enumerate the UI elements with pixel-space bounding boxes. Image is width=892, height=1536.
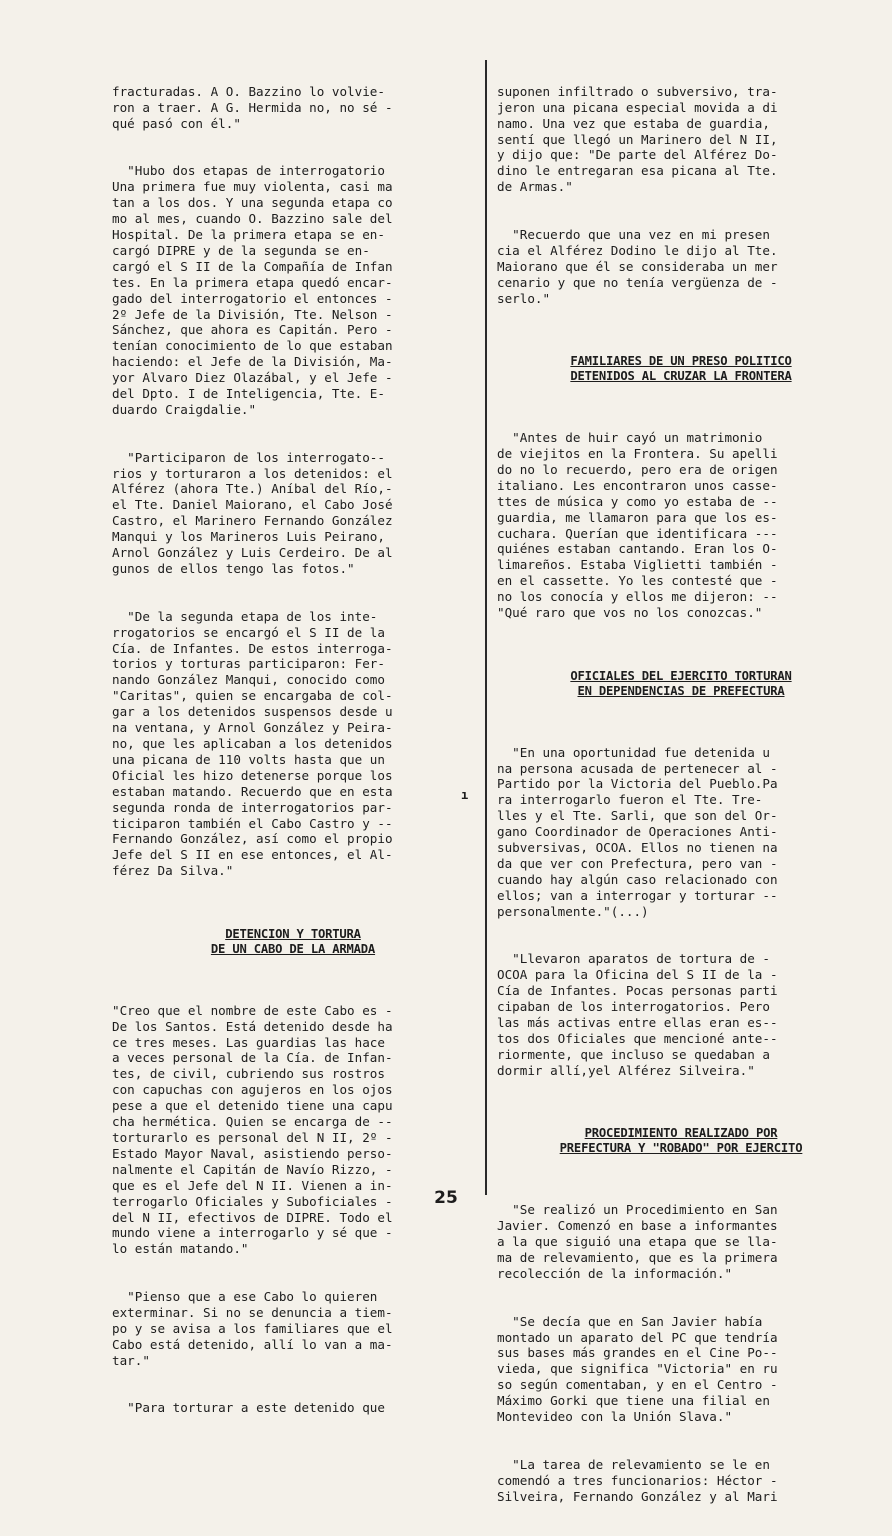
paragraph: "Llevaron aparatos de tortura de - OCOA para la Oficina del S II de la - Cía de Infantes. Pocas personas parti cipaban de los interrogatorios. Pero las más activas entre ellas eran es-- tos dos Oficiales que mencioné ante-- riormente, que incluso se quedaban a dormir allí,yel Alférez Silveira.": [497, 951, 778, 1078]
margin-mark: ı: [461, 788, 469, 802]
paragraph: suponen infiltrado o subversivo, tra- jeron una picana especial movida a di namo. Una vez que estaba de guardia, sentí que llegó un Marinero del N II, y dijo que: "De parte del Alférez Do- dino le entregaran esa picana al Tte. de Armas.": [497, 83, 778, 195]
paragraph: "La tarea de relevamiento se le en comendó a tres funcionarios: Héctor - Silveira, Fernando González y al Mari: [497, 1456, 778, 1504]
paragraph: "En una oportunidad fue detenida u na persona acusada de pertenecer al - Partido por la Victoria del Pueblo.Pa ra interrogarlo fueron el Tte. Tre- lles y el Tte. Sarli, que son del Or- gano Coordinador de Operaciones Anti- subversivas, OCOA. Ellos no tienen na da que ver con Prefectura, pero van - cuando hay algún caso relacionado con ellos; van a interrogar y torturar -- personalmente."(...): [497, 744, 778, 919]
paragraph: "Antes de huir cayó un matrimonio de viejitos en la Frontera. Su apelli do no lo recuerdo, pero era de origen italiano. Les encontraron unos casse- ttes de música y como yo estaba de -- guardia, me llamaron para que los es- cuchara. Querían que identificara --- quiénes estaban cantando. Eran los O- limareños. Estaba Viglietti también - en el cassette. Yo les contesté que - no los conocía y ellos me dijeron: -- "Qué raro que vos no los conozcas.": [497, 430, 778, 621]
section-heading: FAMILIARES DE UN PRESO POLITICO DETENIDOS AL CRUZAR LA FRONTERA: [570, 354, 792, 384]
paragraph: "Hubo dos etapas de interrogatorio Una primera fue muy violenta, casi ma tan a los dos. Y una segunda etapa co mo al mes, cuando O. Bazzino sale del Hospital. De la primera etapa se en- cargó DIPRE y de la segunda se en- cargó el S II de la Compañía de Infan tes. En la primera etapa quedó encar- gado del interrogatorio el entonces - 2º Jefe de la División, Tte. Nelson - Sánchez, que ahora es Capitán. Pero - tenían conocimiento de lo que estaban haciendo: el Jefe de la División, Ma- yor Alvaro Diez Olazábal, y el Jefe - del Dpto. I de Inteligencia, Tte. E- duardo Craigdalie.": [112, 163, 393, 417]
paragraph: "De la segunda etapa de los inte- rrogatorios se encargó el S II de la Cía. de Infantes. De estos interroga- torios y torturas participaron: Fer- nando González Manqui, conocido como "Caritas", quien se encargaba de col- gar a los detenidos suspensos desde u na ventana, y Arnol González y Peira- no, que les aplicaban a los detenidos una picana de 110 volts hasta que un Oficial les hizo detenerse porque los estaban matando. Recuerdo que en esta segunda ronda de interrogatorios par- ticiparon también el Cabo Castro y -- Fernando González, así como el propio Jefe del S II en ese entonces, el Al- férez Da Silva.": [112, 608, 393, 879]
paragraph: "Creo que el nombre de este Cabo es - De los Santos. Está detenido desde ha ce tres meses. Las guardias las hace a veces personal de la Cía. de Infan- tes, de civil, cubriendo sus rostros con capuchas con agujeros en los ojos pese a que el detenido tiene una capu cha hermética. Quien se encarga de -- torturarlo es personal del N II, 2º - Estado Mayor Naval, asistiendo perso- nalmente el Capitán de Navío Rizzo, - que es el Jefe del N II. Vienen a in- terrogarlo Oficiales y Suboficiales - del N II, efectivos de DIPRE. Todo el mundo viene a interrogarlo y sé que - lo están matando.": [112, 1002, 393, 1257]
left-column: [112, 52, 474, 1448]
section-heading: DETENCION Y TORTURA DE UN CABO DE LA ARMADA: [210, 926, 376, 956]
paragraph: "Pienso que a ese Cabo lo quieren exterminar. Si no se denuncia a tiem- po y se avisa a los familiares que el Cabo está detenido, allí lo van a ma- tar.": [112, 1289, 393, 1368]
right-column: [497, 52, 865, 1536]
page-number: 25: [434, 1188, 458, 1208]
section-heading: OFICIALES DEL EJERCITO TORTURAN EN DEPENDENCIAS DE PREFECTURA: [570, 668, 792, 698]
paragraph: "Se decía que en San Javier había montado un aparato del PC que tendría sus bases más grandes en el Cine Po-- vieda, que significa "Victoria" en ru so según comentaban, y en el Centro - Máximo Gorki que tiene una filial en Montevideo con la Unión Slava.": [497, 1313, 778, 1425]
paragraph: "Participaron de los interrogato-- rios y torturaron a los detenidos: el Alférez (ahora Tte.) Aníbal del Río,- el Tte. Daniel Maiorano, el Cabo José Castro, el Marinero Fernando González Manqui y los Marineros Luis Peirano, Arnol González y Luis Cerdeiro. De al gunos de ellos tengo las fotos.": [112, 449, 393, 576]
paragraph: "Para torturar a este detenido que: [112, 1400, 385, 1416]
column-divider: [485, 60, 487, 1195]
paragraph: fracturadas. A O. Bazzino lo volvie- ron a traer. A G. Hermida no, no sé - qué pasó con él.": [112, 83, 393, 131]
paragraph: "Recuerdo que una vez en mi presen cia el Alférez Dodino le dijo al Tte. Maiorano que él se consideraba un mer cenario y que no tenía vergüenza de - serlo.": [497, 226, 778, 306]
section-heading: PROCEDIMIENTO REALIZADO POR PREFECTURA Y "ROBADO" POR EJERCITO: [559, 1126, 803, 1156]
paragraph: "Se realizó un Procedimiento en San Javier. Comenzó en base a informantes a la que siguió una etapa que se lla- ma de relevamiento, que es la primera recolección de la información.": [497, 1202, 778, 1281]
